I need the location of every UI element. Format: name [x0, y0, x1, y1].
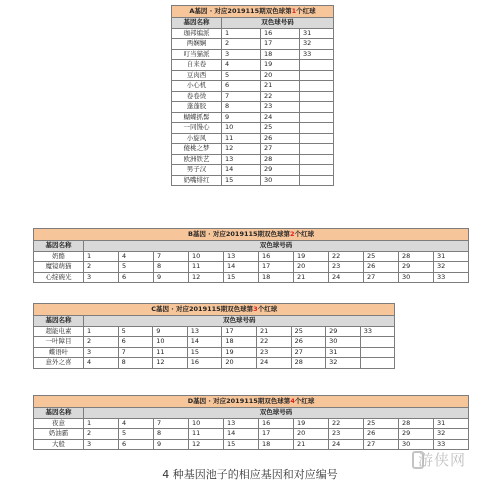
ball-number-cell: 25	[291, 326, 326, 337]
ball-index: 2	[290, 230, 295, 238]
ball-number-cell: 12	[153, 358, 188, 369]
gene-name-cell: 奶嘴绯红	[172, 175, 222, 186]
ball-number-cell: 17	[259, 262, 294, 273]
ball-number-cell: 26	[291, 337, 326, 348]
ball-number-cell: 6	[118, 337, 153, 348]
ball-number-cell: 13	[222, 154, 261, 165]
ball-number-cell: 14	[222, 165, 261, 176]
ball-number-cell: 10	[153, 337, 188, 348]
ball-number-cell: 17	[261, 39, 300, 50]
gene-name-cell: 小心机	[172, 81, 222, 92]
ball-number-cell: 22	[261, 91, 300, 102]
ball-number-cell: 18	[259, 439, 294, 450]
ball-number-cell: 24	[261, 112, 300, 123]
ball-number-cell: 10	[189, 251, 224, 262]
ball-number-cell: 25	[364, 251, 399, 262]
ball-number-cell: 32	[434, 429, 469, 440]
ball-number-cell: 5	[222, 70, 261, 81]
ball-number-cell: 24	[329, 439, 364, 450]
gene-name-cell: 自来卷	[172, 60, 222, 71]
gene-table-b	[33, 228, 469, 283]
ball-number-cell: 25	[364, 418, 399, 429]
ball-number-cell: 22	[329, 418, 364, 429]
ball-number-cell: 16	[261, 28, 300, 39]
ball-number-cell: 1	[222, 28, 261, 39]
ball-number-cell: 5	[118, 326, 153, 337]
ball-number-cell: 17	[259, 429, 294, 440]
title-prefix: C基因 · 对应2019115期双色球第	[151, 305, 254, 313]
ball-number-cell: 33	[434, 272, 469, 283]
ball-number-cell	[360, 358, 395, 369]
ball-number-cell: 7	[154, 251, 189, 262]
ball-number-cell: 31	[434, 418, 469, 429]
table-row	[34, 347, 395, 358]
table-row	[172, 154, 334, 165]
table-title	[34, 396, 469, 408]
title-suffix: 个红球	[296, 7, 316, 15]
ball-number-cell: 27	[261, 144, 300, 155]
table-row	[172, 70, 334, 81]
ball-number-cell: 25	[261, 123, 300, 134]
gene-table-c	[33, 303, 395, 369]
ball-number-cell: 9	[154, 439, 189, 450]
table-row	[34, 326, 395, 337]
ball-number-cell: 9	[154, 272, 189, 283]
gene-name-cell: 蝴蝶抓髻	[172, 112, 222, 123]
table-row	[34, 251, 469, 262]
ball-number-cell: 2	[222, 39, 261, 50]
ball-number-cell	[300, 123, 334, 134]
ball-number-cell: 16	[259, 251, 294, 262]
ball-number-cell: 7	[154, 418, 189, 429]
ball-number-cell	[300, 175, 334, 186]
ball-number-cell: 19	[261, 60, 300, 71]
table-row	[172, 123, 334, 134]
ball-number-cell: 32	[326, 358, 361, 369]
ball-number-cell: 1	[84, 251, 119, 262]
ball-number-cell: 20	[222, 358, 257, 369]
ball-number-cell: 20	[294, 262, 329, 273]
header-ball-numbers: 双色球号码	[84, 408, 469, 419]
gene-name-cell: 一叶障目	[34, 337, 84, 348]
ball-number-cell: 23	[329, 429, 364, 440]
ball-number-cell	[300, 112, 334, 123]
ball-number-cell: 30	[261, 175, 300, 186]
gene-name-cell: 豆肉西	[172, 70, 222, 81]
table-row	[172, 165, 334, 176]
table-row	[172, 112, 334, 123]
ball-number-cell	[300, 154, 334, 165]
table-row	[172, 81, 334, 92]
ball-number-cell: 13	[224, 251, 259, 262]
ball-number-cell: 14	[187, 337, 222, 348]
ball-number-cell	[300, 165, 334, 176]
ball-number-cell: 33	[360, 326, 395, 337]
gene-name-cell: 欧洲铁艺	[172, 154, 222, 165]
ball-number-cell: 21	[261, 81, 300, 92]
ball-number-cell: 2	[84, 429, 119, 440]
ball-number-cell: 11	[189, 262, 224, 273]
ball-number-cell: 1	[84, 418, 119, 429]
table-title	[34, 304, 395, 316]
gene-name-cell: 卷卷烫	[172, 91, 222, 102]
ball-number-cell: 17	[222, 326, 257, 337]
ball-number-cell: 30	[399, 439, 434, 450]
ball-number-cell: 9	[222, 112, 261, 123]
gene-name-cell: 超能电素	[34, 326, 84, 337]
ball-number-cell: 24	[256, 358, 291, 369]
ball-number-cell: 7	[222, 91, 261, 102]
gene-name-cell: 奶酪	[34, 251, 84, 262]
table-row	[172, 175, 334, 186]
ball-number-cell	[300, 91, 334, 102]
table-row	[172, 49, 334, 60]
table-row	[34, 358, 395, 369]
ball-number-cell: 24	[329, 272, 364, 283]
gene-name-cell: 男子汉	[172, 165, 222, 176]
ball-number-cell: 29	[399, 429, 434, 440]
table-row	[172, 133, 334, 144]
ball-number-cell: 31	[300, 28, 334, 39]
ball-number-cell: 27	[364, 439, 399, 450]
ball-number-cell: 8	[118, 358, 153, 369]
ball-number-cell	[300, 70, 334, 81]
table-row	[172, 39, 334, 50]
ball-number-cell: 22	[256, 337, 291, 348]
table-title	[34, 229, 469, 241]
title-prefix: A基因 · 对应2019115期双色球第	[189, 7, 292, 15]
gene-name-cell: 夜意	[34, 418, 84, 429]
gene-name-cell: 一同馒心	[172, 123, 222, 134]
ball-number-cell: 9	[153, 326, 188, 337]
ball-number-cell	[300, 81, 334, 92]
ball-number-cell: 13	[187, 326, 222, 337]
ball-number-cell: 15	[187, 347, 222, 358]
ball-number-cell: 3	[222, 49, 261, 60]
table-row	[34, 418, 469, 429]
ball-number-cell: 28	[261, 154, 300, 165]
gene-name-cell: 蓬蓬胶	[172, 102, 222, 113]
ball-number-cell: 28	[291, 358, 326, 369]
gene-table-d	[33, 395, 469, 450]
ball-number-cell: 3	[84, 347, 119, 358]
ball-number-cell: 14	[224, 429, 259, 440]
ball-number-cell: 15	[222, 175, 261, 186]
ball-number-cell: 3	[84, 439, 119, 450]
ball-number-cell: 27	[291, 347, 326, 358]
ball-index: 4	[290, 397, 295, 405]
ball-number-cell	[300, 60, 334, 71]
ball-number-cell: 8	[222, 102, 261, 113]
ball-number-cell: 23	[329, 262, 364, 273]
ball-number-cell: 4	[84, 358, 119, 369]
ball-number-cell: 7	[118, 347, 153, 358]
table-row	[172, 91, 334, 102]
title-prefix: D基因 · 对应2019115期双色球第	[187, 397, 291, 405]
ball-number-cell: 11	[153, 347, 188, 358]
ball-number-cell: 12	[222, 144, 261, 155]
gene-name-cell: 大般	[34, 439, 84, 450]
ball-number-cell: 18	[259, 272, 294, 283]
ball-number-cell: 33	[434, 439, 469, 450]
ball-number-cell: 19	[294, 418, 329, 429]
ball-number-cell: 11	[222, 133, 261, 144]
ball-number-cell: 18	[222, 337, 257, 348]
header-ball-numbers: 双色球号码	[84, 241, 469, 252]
ball-number-cell: 2	[84, 337, 119, 348]
watermark: 游侠网	[418, 451, 467, 469]
title-suffix: 个红球	[294, 397, 315, 405]
ball-number-cell: 13	[224, 418, 259, 429]
gene-name-cell: 心绽碗光	[34, 272, 84, 283]
table-row	[34, 429, 469, 440]
title-prefix: B基因 · 对应2019115期双色球第	[187, 230, 291, 238]
table-row	[172, 144, 334, 155]
ball-number-cell: 10	[222, 123, 261, 134]
ball-number-cell: 28	[399, 251, 434, 262]
ball-index: 1	[291, 7, 297, 15]
ball-number-cell: 8	[154, 429, 189, 440]
table-title	[172, 6, 334, 18]
ball-number-cell: 4	[222, 60, 261, 71]
gene-name-cell: 珈邦编派	[172, 28, 222, 39]
ball-number-cell: 26	[364, 429, 399, 440]
ball-number-cell: 26	[364, 262, 399, 273]
title-suffix: 个红球	[257, 305, 278, 313]
ball-number-cell: 21	[256, 326, 291, 337]
header-gene-name: 基因名称	[34, 241, 84, 252]
ball-number-cell: 5	[119, 429, 154, 440]
ball-number-cell: 27	[364, 272, 399, 283]
ball-number-cell: 12	[189, 439, 224, 450]
table-row	[34, 272, 469, 283]
ball-number-cell: 32	[434, 262, 469, 273]
title-suffix: 个红球	[294, 230, 315, 238]
ball-number-cell: 4	[119, 418, 154, 429]
header-gene-name: 基因名称	[172, 18, 222, 29]
ball-number-cell: 19	[294, 251, 329, 262]
ball-number-cell: 29	[326, 326, 361, 337]
gene-name-cell: 蝶语叶	[34, 347, 84, 358]
table-row	[34, 262, 469, 273]
ball-number-cell: 12	[189, 272, 224, 283]
ball-number-cell: 33	[300, 49, 334, 60]
ball-number-cell: 30	[326, 337, 361, 348]
ball-number-cell: 4	[119, 251, 154, 262]
ball-number-cell: 21	[294, 439, 329, 450]
ball-number-cell: 31	[326, 347, 361, 358]
ball-number-cell	[360, 337, 395, 348]
gene-name-cell: 魔镜萌猫	[34, 262, 84, 273]
gene-name-cell: 傻桃之梦	[172, 144, 222, 155]
gene-table-a	[171, 5, 334, 186]
ball-number-cell: 29	[399, 262, 434, 273]
ball-number-cell: 16	[187, 358, 222, 369]
ball-number-cell: 10	[189, 418, 224, 429]
ball-index: 3	[253, 305, 258, 313]
ball-number-cell	[300, 144, 334, 155]
ball-number-cell: 23	[261, 102, 300, 113]
header-gene-name: 基因名称	[34, 316, 84, 327]
gene-name-cell: 两娴娴	[172, 39, 222, 50]
ball-number-cell: 6	[119, 439, 154, 450]
gene-name-cell: 叮当猫派	[172, 49, 222, 60]
ball-number-cell: 23	[256, 347, 291, 358]
ball-number-cell: 18	[261, 49, 300, 60]
ball-number-cell: 3	[84, 272, 119, 283]
gene-name-cell: 小旋风	[172, 133, 222, 144]
ball-number-cell	[360, 347, 395, 358]
header-ball-numbers: 双色球号码	[84, 316, 395, 327]
ball-number-cell: 31	[434, 251, 469, 262]
ball-number-cell: 22	[329, 251, 364, 262]
ball-number-cell: 6	[119, 272, 154, 283]
table-row	[172, 60, 334, 71]
ball-number-cell: 26	[261, 133, 300, 144]
ball-number-cell: 20	[294, 429, 329, 440]
header-gene-name: 基因名称	[34, 408, 84, 419]
ball-number-cell: 11	[189, 429, 224, 440]
ball-number-cell	[300, 102, 334, 113]
ball-number-cell: 16	[259, 418, 294, 429]
ball-number-cell: 2	[84, 262, 119, 273]
ball-number-cell: 19	[222, 347, 257, 358]
ball-number-cell	[300, 133, 334, 144]
gene-name-cell: 意外之喜	[34, 358, 84, 369]
header-ball-numbers: 双色球号码	[222, 18, 334, 29]
table-row	[172, 28, 334, 39]
ball-number-cell: 8	[154, 262, 189, 273]
ball-number-cell: 21	[294, 272, 329, 283]
ball-number-cell: 15	[224, 272, 259, 283]
ball-number-cell: 14	[224, 262, 259, 273]
ball-number-cell: 15	[224, 439, 259, 450]
table-row	[172, 102, 334, 113]
gene-name-cell: 奶油霸	[34, 429, 84, 440]
ball-number-cell: 30	[399, 272, 434, 283]
ball-number-cell: 6	[222, 81, 261, 92]
table-row	[34, 337, 395, 348]
figure-caption: 4 种基因池子的相应基因和对应编号	[162, 468, 338, 481]
ball-number-cell: 29	[261, 165, 300, 176]
ball-number-cell: 1	[84, 326, 119, 337]
table-row	[34, 439, 469, 450]
ball-number-cell: 20	[261, 70, 300, 81]
ball-number-cell: 28	[399, 418, 434, 429]
ball-number-cell: 5	[119, 262, 154, 273]
ball-number-cell: 32	[300, 39, 334, 50]
